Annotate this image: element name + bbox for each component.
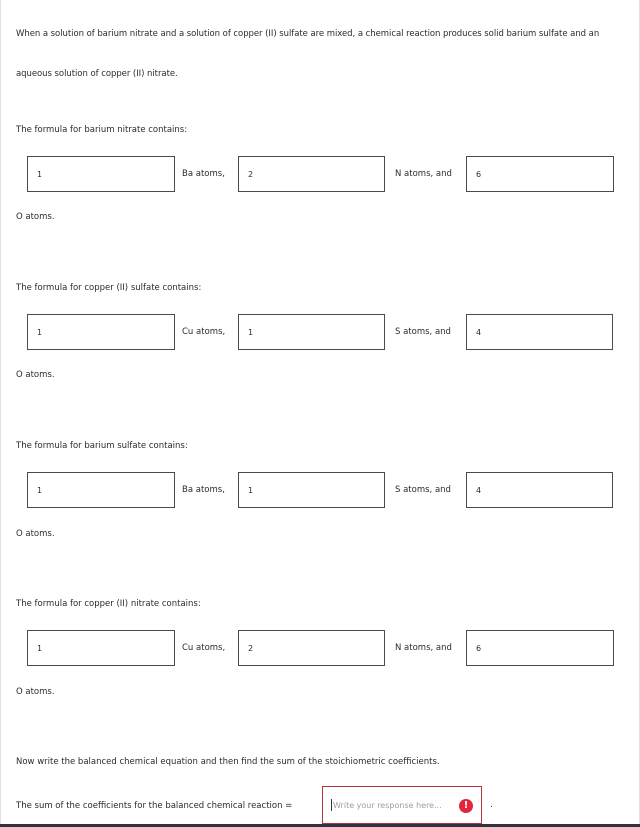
barium-sulfate-o-input[interactable]: 4: [466, 472, 613, 508]
balance-instruction: Now write the balanced chemical equation and then find the sum of the stoichiometric coefficients.: [16, 757, 440, 767]
compound-label-barium-sulfate: The formula for barium sulfate contains:: [16, 441, 188, 451]
unit-s-atoms: S atoms, and: [395, 485, 451, 495]
copper-nitrate-cu-input[interactable]: 1: [27, 630, 175, 666]
barium-sulfate-ba-input[interactable]: 1: [27, 472, 175, 508]
copper-sulfate-o-input[interactable]: 4: [466, 314, 613, 350]
unit-cu-atoms: Cu atoms,: [182, 643, 226, 653]
unit-o-atoms: O atoms.: [16, 212, 55, 222]
sum-label: The sum of the coefficients for the balanced chemical reaction =: [16, 801, 293, 811]
text-caret: [331, 799, 332, 811]
unit-o-atoms: O atoms.: [16, 687, 55, 697]
barium-nitrate-o-input[interactable]: 6: [466, 156, 614, 192]
unit-s-atoms: S atoms, and: [395, 327, 451, 337]
barium-nitrate-ba-input[interactable]: 1: [27, 156, 175, 192]
compound-label-copper-nitrate: The formula for copper (II) nitrate contains:: [16, 599, 201, 609]
unit-o-atoms: O atoms.: [16, 529, 55, 539]
unit-o-atoms: O atoms.: [16, 370, 55, 380]
barium-sulfate-s-input[interactable]: 1: [238, 472, 385, 508]
copper-sulfate-cu-input[interactable]: 1: [27, 314, 175, 350]
error-alert-icon: !: [459, 799, 473, 813]
unit-ba-atoms: Ba atoms,: [182, 169, 225, 179]
copper-nitrate-n-input[interactable]: 2: [238, 630, 385, 666]
unit-cu-atoms: Cu atoms,: [182, 327, 226, 337]
compound-label-barium-nitrate: The formula for barium nitrate contains:: [16, 125, 188, 135]
copper-nitrate-o-input[interactable]: 6: [466, 630, 614, 666]
barium-nitrate-n-input[interactable]: 2: [238, 156, 385, 192]
trailing-period: .: [490, 800, 493, 810]
unit-ba-atoms: Ba atoms,: [182, 485, 225, 495]
compound-label-copper-sulfate: The formula for copper (II) sulfate contains:: [16, 283, 202, 293]
unit-n-atoms: N atoms, and: [395, 169, 452, 179]
question-intro: When a solution of barium nitrate and a solution of copper (II) sulfate are mixed, a chemical reaction produces solid barium sulfate and an aqueous solution of copper (II) nitrate.: [16, 29, 600, 79]
response-placeholder: Write your response here...: [333, 800, 442, 810]
coefficient-sum-input[interactable]: [322, 786, 482, 824]
copper-sulfate-s-input[interactable]: 1: [238, 314, 385, 350]
unit-n-atoms: N atoms, and: [395, 643, 452, 653]
